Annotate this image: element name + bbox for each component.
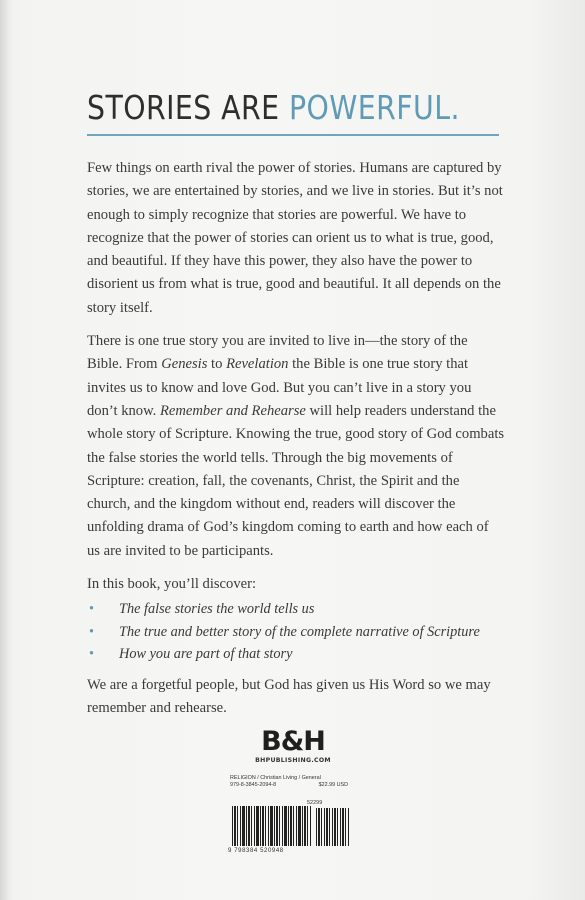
book-title: Remember and Rehearse (159, 402, 306, 419)
price: $22.99 USD (318, 782, 348, 788)
barcode-addon-bars (316, 808, 350, 846)
list-intro: In this book, you’ll discover: (87, 576, 257, 593)
paragraph-2-text-d: will help readers understand the whole story of Scripture. Knowing the true, good story of God combats the false stories the world tells. Through the big movements of Scripture: creation, fall, the covenants, Christ, the Spirit and the church, and the kingdom without end, readers will discover the unfolding drama of God’s kingdom coming to earth and how each of us are invited to be participants. (87, 402, 505, 559)
barcode-bars (232, 806, 312, 846)
isbn-price-row (230, 782, 348, 789)
headline-rule (87, 134, 499, 136)
bisac-category: RELIGION / Christian Living / General (230, 775, 321, 781)
closing-paragraph: We are a forgetful people, but God has given us His Word so we may remember and rehearse. (87, 676, 491, 717)
headline (87, 88, 460, 128)
addon-code: 52299 (307, 800, 323, 806)
isbn: 979-8-3845-2094-8 (230, 782, 277, 788)
revelation-title: Revelation (226, 356, 289, 373)
list-item-text: How you are part of that story (119, 646, 293, 663)
bullet-icon: • (89, 623, 95, 640)
paragraph-1: Few things on earth rival the power of stories. Humans are captured by stories, we are entertained by stories, and we live in stories. But it’s not enough to simply recognize that stories are powerful. We have to recognize that the power of stories can orient us to what is true, good, and beautiful. If they have this power, they also have the power to disorient us from what is true, good and beautiful. It all depends on the story itself. (87, 160, 503, 316)
list-item (89, 645, 505, 665)
genesis-title: Genesis (161, 356, 208, 373)
publisher-logo (241, 728, 345, 764)
discover-list (87, 600, 505, 665)
body-text (87, 157, 505, 730)
publisher-url: BHPUBLISHING.COM (255, 757, 331, 764)
bullet-icon: • (89, 601, 95, 618)
headline-part-1: STORIES ARE (87, 88, 289, 127)
paragraph-2-text-c: the Bible is one true story that invites us to know and love God. But you can’t live in a story you don’t know. (87, 356, 472, 419)
publisher-logo-mark: B&H (261, 726, 325, 757)
list-item-text: The false stories the world tells us (119, 601, 315, 618)
spine-shadow (0, 0, 10, 900)
paragraph-2-text-b: to (207, 356, 227, 373)
barcode-digits: 9 798384 520948 (228, 848, 284, 854)
list-item (89, 623, 505, 643)
paragraph-2 (87, 330, 505, 563)
headline-part-2: POWERFUL. (288, 88, 460, 127)
barcode-meta (228, 775, 362, 789)
bullet-icon: • (89, 646, 95, 663)
paragraph-2-text-a: There is one true story you are invited to live in—the story of the Bible. From (87, 333, 468, 373)
list-item-text: The true and better story of the complete narrative of Scripture (119, 623, 480, 640)
list-item (89, 600, 505, 620)
barcode-block (228, 775, 362, 867)
